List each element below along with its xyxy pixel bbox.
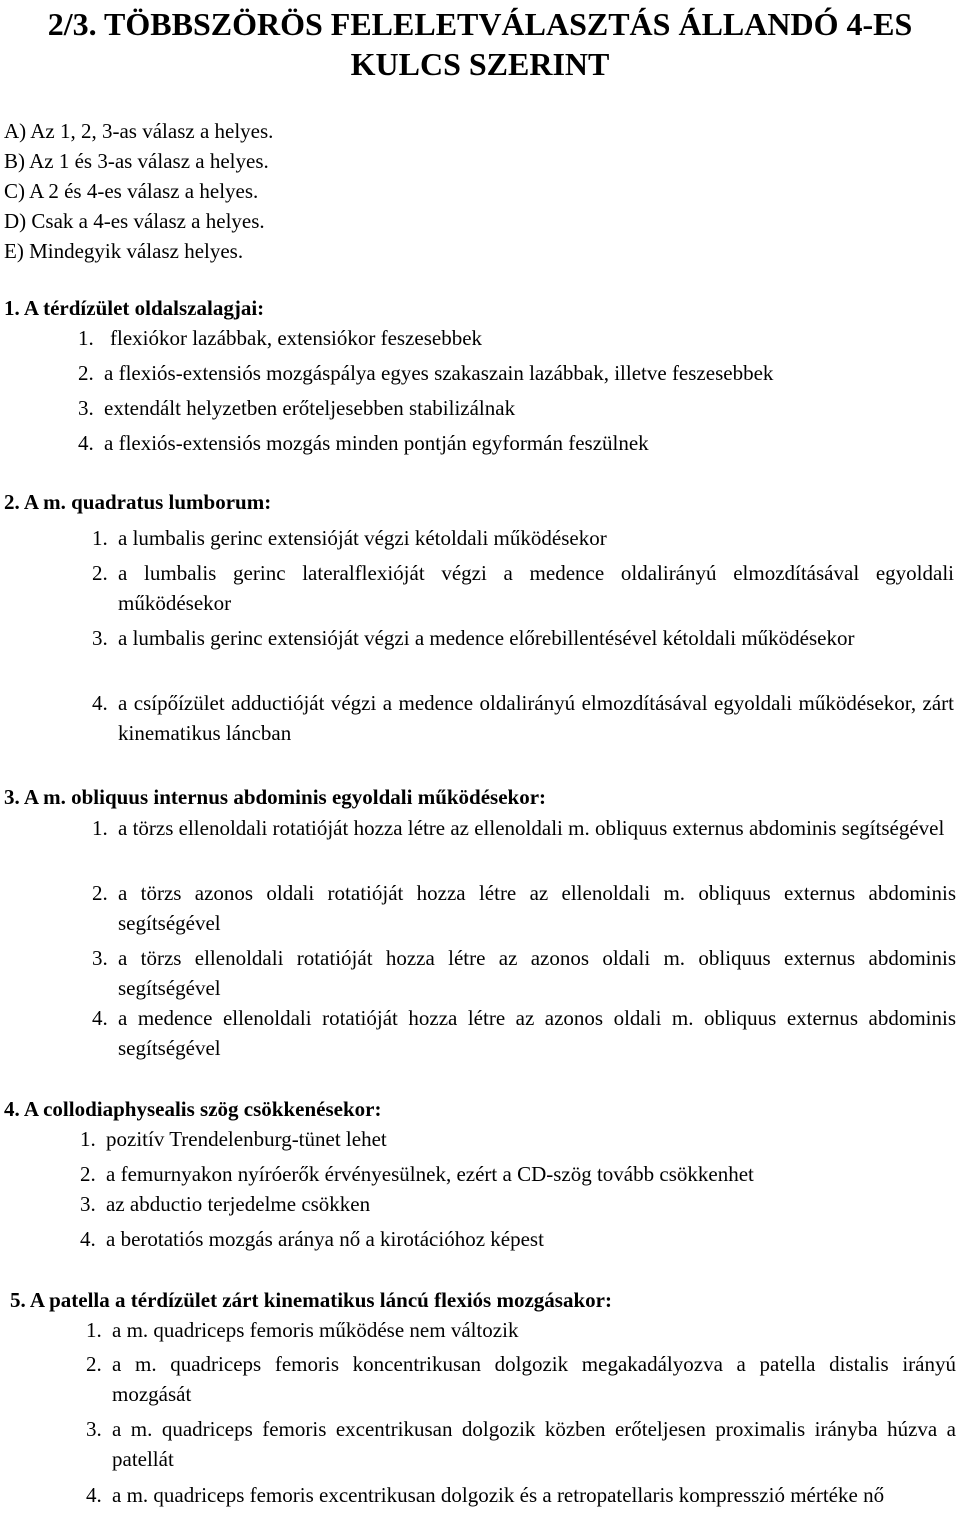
answer-key-options bbox=[4, 116, 273, 266]
item-text: a flexiós-extensiós mozgás minden pontján egyformán feszülnek bbox=[104, 431, 649, 455]
item-number: 4. bbox=[80, 1227, 96, 1251]
question-title: 2. A m. quadratus lumborum: bbox=[4, 490, 272, 514]
item-text: a lumbalis gerinc extensióját végzi a medence előrebillentésével kétoldali működésekor bbox=[118, 626, 855, 650]
list-item bbox=[86, 1315, 956, 1345]
item-number: 2. bbox=[92, 561, 108, 585]
item-text: a lumbalis gerinc lateralflexióját végzi a medence oldalirányú elmozdításával egyoldali működésekor bbox=[118, 561, 954, 615]
question-3 bbox=[4, 782, 546, 812]
option-d: D) Csak a 4-es válasz a helyes. bbox=[4, 209, 265, 233]
item-text: a törzs ellenoldali rotatióját hozza létre az azonos oldali m. obliquus externus abdominis segítségével bbox=[118, 946, 956, 1000]
item-text: a m. quadriceps femoris működése nem változik bbox=[112, 1318, 519, 1342]
item-number: 3. bbox=[92, 626, 108, 650]
question-4 bbox=[4, 1094, 381, 1124]
page-title-line-1: 2/3. TÖBBSZÖRÖS FELELETVÁLASZTÁS ÁLLANDÓ 4-ES bbox=[47, 6, 913, 42]
question-title: 4. A collodiaphysealis szög csökkenésekor: bbox=[4, 1097, 382, 1121]
option-b: B) Az 1 és 3-as válasz a helyes. bbox=[4, 149, 269, 173]
item-number: 1. bbox=[92, 526, 108, 550]
list-item bbox=[80, 1224, 940, 1254]
item-number: 2. bbox=[80, 1162, 96, 1186]
list-item bbox=[80, 1124, 940, 1154]
list-item bbox=[92, 558, 954, 618]
list-item bbox=[78, 428, 938, 458]
list-item bbox=[86, 1414, 956, 1474]
item-text: az abductio terjedelme csökken bbox=[106, 1192, 371, 1216]
list-item bbox=[78, 393, 938, 423]
item-number: 4. bbox=[92, 691, 108, 715]
item-text: a lumbalis gerinc extensióját végzi kétoldali működésekor bbox=[118, 526, 607, 550]
option-e: E) Mindegyik válasz helyes. bbox=[4, 239, 244, 263]
page-title bbox=[0, 4, 960, 84]
list-item bbox=[92, 878, 956, 938]
list-item bbox=[78, 323, 938, 353]
option-a: A) Az 1, 2, 3-as válasz a helyes. bbox=[4, 119, 274, 143]
item-number: 4. bbox=[78, 431, 94, 455]
question-title: 3. A m. obliquus internus abdominis egyoldali működésekor: bbox=[4, 785, 547, 809]
item-text: a femurnyakon nyíróerők érvényesülnek, ezért a CD-szög tovább csökkenhet bbox=[106, 1162, 754, 1186]
list-item bbox=[86, 1349, 956, 1409]
item-text: a flexiós-extensiós mozgáspálya egyes szakaszain lazábbak, illetve feszesebbek bbox=[104, 361, 774, 385]
question-title: 1. A térdízület oldalszalagjai: bbox=[4, 296, 265, 320]
item-text: flexiókor lazábbak, extensiókor feszesebbek bbox=[110, 326, 483, 350]
item-text: a medence ellenoldali rotatióját hozza létre az azonos oldali m. obliquus externus abdominis segítségével bbox=[118, 1006, 956, 1060]
item-text: a m. quadriceps femoris excentrikusan dolgozik és a retropatellaris kompresszió mértéke nő bbox=[112, 1483, 885, 1507]
item-number: 1. bbox=[78, 326, 94, 350]
item-number: 4. bbox=[92, 1006, 108, 1030]
item-number: 2. bbox=[78, 361, 94, 385]
item-number: 2. bbox=[92, 881, 108, 905]
item-text: a m. quadriceps femoris excentrikusan dolgozik közben erőteljesen proximalis irányba húzva a patellát bbox=[112, 1417, 956, 1471]
item-number: 1. bbox=[92, 816, 108, 840]
page-title-line-2: KULCS SZERINT bbox=[350, 46, 610, 82]
list-item bbox=[80, 1189, 940, 1219]
item-number: 3. bbox=[78, 396, 94, 420]
question-5 bbox=[10, 1285, 612, 1315]
list-item bbox=[92, 688, 954, 748]
item-text: extendált helyzetben erőteljesebben stabilizálnak bbox=[104, 396, 516, 420]
item-number: 3. bbox=[92, 946, 108, 970]
item-number: 4. bbox=[86, 1483, 102, 1507]
list-item bbox=[86, 1480, 956, 1510]
list-item bbox=[78, 358, 938, 388]
option-c: C) A 2 és 4-es válasz a helyes. bbox=[4, 179, 259, 203]
item-text: a törzs azonos oldali rotatióját hozza létre az ellenoldali m. obliquus externus abdominis segítségével bbox=[118, 881, 956, 935]
list-item bbox=[80, 1159, 940, 1189]
list-item bbox=[92, 523, 954, 553]
list-item bbox=[92, 943, 956, 1003]
item-text: a berotatiós mozgás aránya nő a kirotációhoz képest bbox=[106, 1227, 544, 1251]
item-number: 1. bbox=[80, 1127, 96, 1151]
item-number: 3. bbox=[80, 1192, 96, 1216]
item-number: 3. bbox=[86, 1417, 102, 1441]
item-text: a m. quadriceps femoris koncentrikusan dolgozik megakadályozva a patella distalis irányú mozgását bbox=[112, 1352, 956, 1406]
list-item bbox=[92, 1003, 956, 1063]
question-2 bbox=[4, 487, 271, 517]
question-1 bbox=[4, 293, 264, 323]
item-text: a csípőízület adductióját végzi a medence oldalirányú elmozdításával egyoldali működésekor, zárt kinematikus láncban bbox=[118, 691, 954, 745]
list-item bbox=[92, 813, 956, 843]
item-number: 1. bbox=[86, 1318, 102, 1342]
item-number: 2. bbox=[86, 1352, 102, 1376]
item-text: a törzs ellenoldali rotatióját hozza létre az ellenoldali m. obliquus externus abdominis segítségével bbox=[118, 816, 945, 840]
list-item bbox=[92, 623, 954, 653]
question-title: 5. A patella a térdízület zárt kinematikus láncú flexiós mozgásakor: bbox=[10, 1288, 612, 1312]
item-text: pozitív Trendelenburg-tünet lehet bbox=[106, 1127, 387, 1151]
